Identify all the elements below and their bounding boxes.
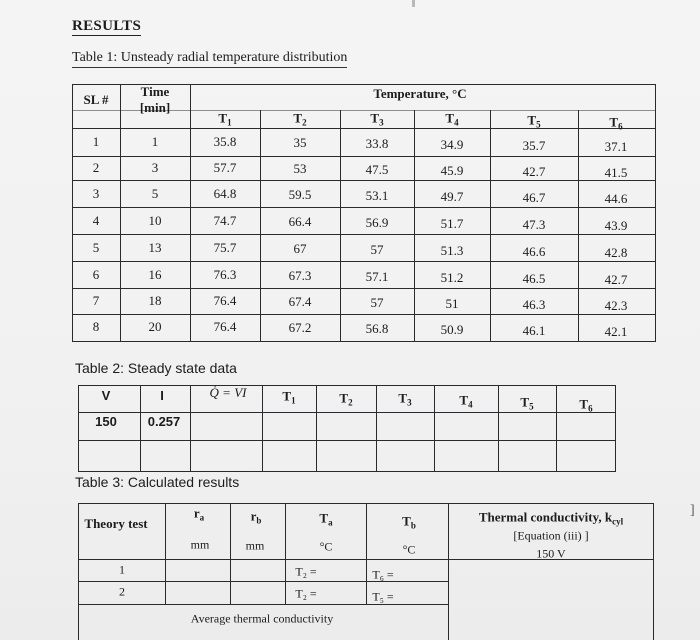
- table1-cell: 76.3: [213, 266, 237, 282]
- table1-cell: 59.5: [288, 186, 312, 202]
- table3-tb-row1: T₆ =: [372, 567, 394, 582]
- table3-header-k: Thermal conductivity, $k_{cyl}$: [478, 509, 624, 527]
- table3-header-k-equation: [Equation (iii) ]: [513, 528, 589, 543]
- table1-cell: 67.2: [288, 319, 312, 335]
- table1-row-number: 7: [92, 292, 100, 308]
- table1-cell: 42.8: [604, 244, 628, 260]
- table1-cell: 53.1: [365, 187, 389, 203]
- table1-row-number: 2: [92, 159, 100, 175]
- table1-cell: 34.9: [440, 136, 464, 152]
- table1-cell: 20: [148, 318, 162, 334]
- table1-cell: 76.4: [213, 292, 237, 308]
- table1-cell: 57.7: [213, 159, 237, 175]
- table3-ta-row1: T₂ =: [295, 564, 317, 579]
- table1-cell: 13: [148, 239, 162, 255]
- table1-cell: 42.1: [604, 323, 628, 339]
- table1-cell: 66.4: [288, 213, 312, 229]
- table1-cell: 43.9: [604, 217, 628, 233]
- table1-cell: 35.7: [522, 137, 546, 153]
- table1-cell: 46.6: [522, 243, 546, 259]
- table2-col-t5: $T_5$: [520, 394, 534, 412]
- table1-cell: 51.7: [440, 215, 464, 231]
- table3-header-theory: Theory test: [84, 515, 148, 531]
- table1-cell: 57: [370, 294, 384, 310]
- table3-unit-ra: mm: [190, 537, 210, 552]
- page-edge-mark: [412, 0, 415, 7]
- table1-cell: 53: [293, 160, 307, 176]
- table1-row-number: 1: [92, 133, 100, 149]
- table1-header-time-unit: [min]: [139, 99, 171, 115]
- table1-row-number: 8: [92, 318, 100, 334]
- table1-cell: 18: [148, 292, 162, 308]
- table1-cell: 75.7: [213, 239, 237, 255]
- table1-cell: 42.3: [604, 297, 628, 313]
- table1-cell: 51: [445, 295, 459, 311]
- table1-cell: 50.9: [440, 321, 464, 337]
- table2-col-t2: $T_2$: [339, 390, 353, 408]
- table1-cell: 67: [293, 240, 307, 256]
- table2-header-v: V: [101, 387, 111, 403]
- table3-tb-row2: T₅ =: [372, 589, 394, 604]
- table1-cell: 64.8: [213, 185, 237, 201]
- table3-unit-tb: °C: [402, 542, 416, 557]
- table1-cell: 45.9: [440, 162, 464, 178]
- table1-cell: 46.7: [522, 189, 546, 205]
- table1-cell: 3: [151, 159, 159, 175]
- table2-col-t3: $T_3$: [398, 390, 412, 408]
- table1-col-t3: $T_3$: [370, 110, 384, 128]
- table1-row-number: 5: [92, 239, 100, 255]
- table1-cell: 46.3: [522, 296, 546, 312]
- table1-cell: 33.8: [365, 135, 389, 151]
- table3-header-k-voltage: 150 V: [536, 546, 566, 561]
- table1-cell: 47.5: [365, 161, 389, 177]
- table2-header-q: Q̇ = VI: [209, 384, 247, 400]
- table3-row2-number: 2: [119, 584, 125, 599]
- table3-average-label: Average thermal conductivity: [190, 611, 334, 626]
- table1-cell: 74.7: [213, 212, 237, 228]
- table1-cell: 35: [293, 134, 307, 150]
- table1-cell: 76.4: [213, 318, 237, 334]
- table1-cell: 1: [151, 133, 159, 149]
- page-edge-bracket: ]: [690, 503, 695, 518]
- table3-unit-ta: °C: [319, 539, 333, 554]
- table1-cell: 41.5: [604, 164, 628, 180]
- table3-header-tb: $T_b$: [402, 513, 416, 531]
- table1-cell: 42.7: [604, 271, 628, 287]
- table2-caption: Table 2: Steady state data: [75, 360, 237, 376]
- table3-header-ta: $T_a$: [319, 510, 333, 528]
- table1-cell: 46.1: [522, 322, 546, 338]
- table1-cell: 35.8: [213, 133, 237, 149]
- table3-ta-row2: T₂ =: [295, 586, 317, 601]
- table1-header-temperature: Temperature, °C: [373, 85, 467, 101]
- table2-col-t4: $T_4$: [459, 392, 473, 410]
- table1-header-sl: SL #: [83, 91, 109, 107]
- results-heading: RESULTS: [72, 18, 142, 34]
- table1-cell: 44.6: [604, 190, 628, 206]
- table1-row-number: 6: [92, 266, 100, 282]
- table1-cell: 10: [148, 212, 162, 228]
- table3-header-ra: $r_a$: [193, 505, 205, 523]
- table3-unit-rb: mm: [245, 538, 265, 553]
- table1-cell: 16: [148, 266, 162, 282]
- table1-col-t4: $T_4$: [445, 110, 459, 128]
- table1-col-t6: $T_6$: [609, 114, 623, 132]
- table1-cell: 56.9: [365, 214, 389, 230]
- table1-cell: 56.8: [365, 320, 389, 336]
- table1-cell: 47.3: [522, 216, 546, 232]
- table1-row-number: 3: [92, 185, 100, 201]
- table1-cell: 67.4: [288, 293, 312, 309]
- table2-v-value: 150: [95, 413, 117, 429]
- table3-row1-number: 1: [119, 562, 125, 577]
- table1-cell: 49.7: [440, 188, 464, 204]
- table1-cell: 5: [151, 185, 159, 201]
- table1-header-time: Time: [140, 83, 170, 99]
- table2-col-t6: $T_6$: [579, 396, 593, 414]
- table2-header-i: I: [160, 387, 164, 403]
- table2-i-value: 0.257: [147, 413, 181, 429]
- table1-cell: 57.1: [365, 268, 389, 284]
- table2-col-t1: $T_1$: [282, 388, 296, 406]
- table3-caption: Table 3: Calculated results: [75, 474, 240, 490]
- table1-cell: 67.3: [288, 267, 312, 283]
- table1-cell: 57: [370, 241, 384, 257]
- table3-header-rb: $r_b$: [250, 508, 262, 526]
- table1-cell: 37.1: [604, 138, 628, 154]
- table1-cell: 51.2: [440, 269, 464, 285]
- table1-col-t1: $T_1$: [218, 110, 232, 128]
- table1-cell: 46.5: [522, 270, 546, 286]
- table1-col-t5: $T_5$: [527, 112, 541, 130]
- table1-cell: 42.7: [522, 163, 546, 179]
- table1-caption: Table 1: Unsteady radial temperature distribution: [72, 50, 348, 65]
- table1-row-number: 4: [92, 212, 100, 228]
- table1-col-t2: $T_2$: [293, 110, 307, 128]
- table1-cell: 51.3: [440, 242, 464, 258]
